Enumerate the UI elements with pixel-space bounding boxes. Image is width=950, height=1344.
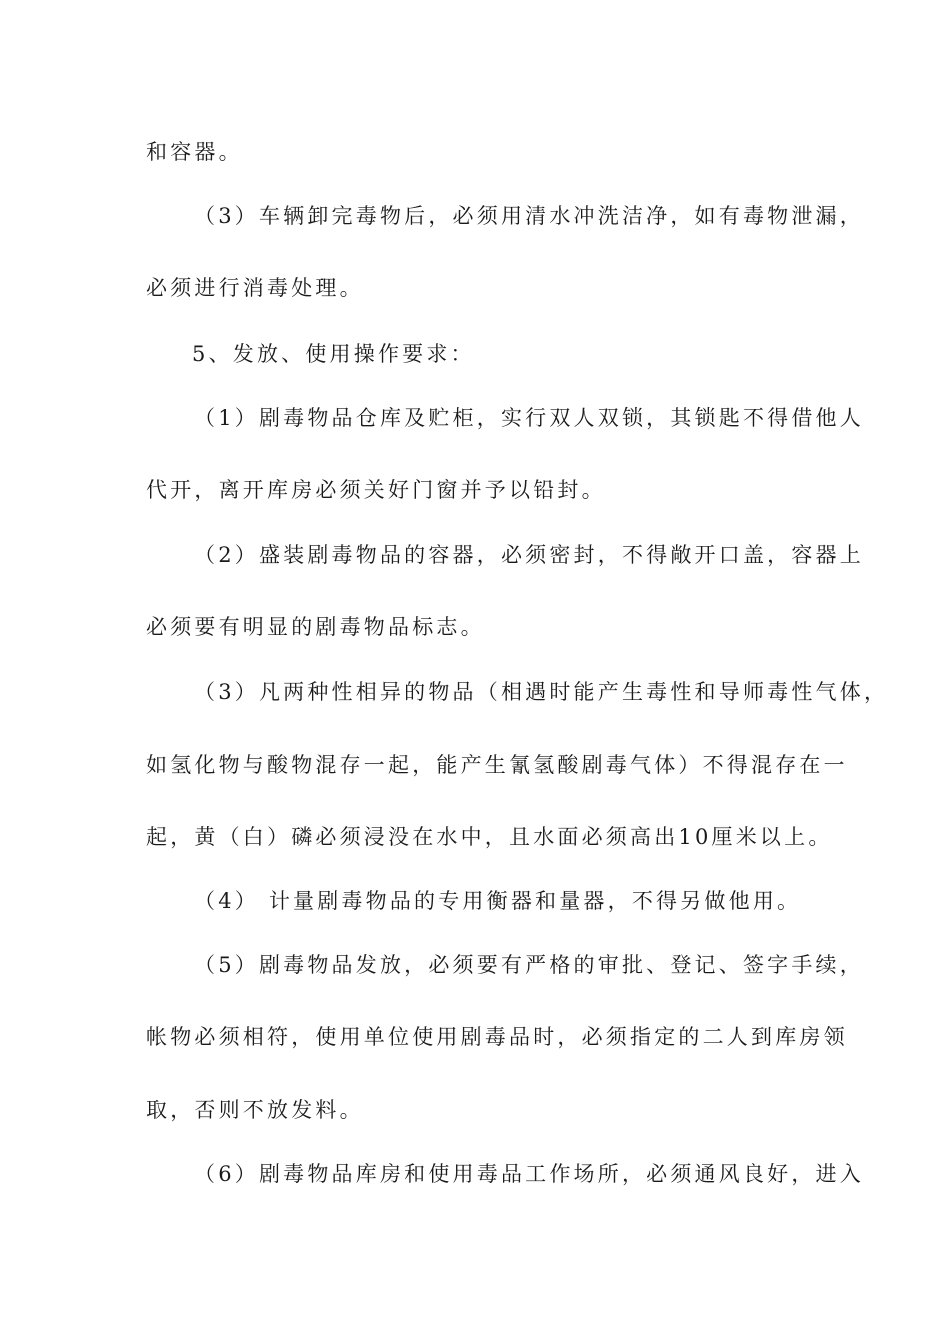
paragraph-line: 如氢化物与酸物混存一起，能产生氰氢酸剧毒气体）不得混存在一	[146, 753, 848, 777]
paragraph-line: （1）剧毒物品仓库及贮柜，实行双人双锁，其锁匙不得借他人	[194, 406, 864, 430]
paragraph-line: （3）凡两种性相异的物品（相遇时能产生毒性和导师毒性气体，	[194, 680, 889, 704]
paragraph-line: 必须进行消毒处理。	[146, 276, 364, 300]
paragraph-line: （2）盛装剧毒物品的容器，必须密封，不得敞开口盖，容器上	[194, 543, 864, 567]
paragraph-line: 必须要有明显的剧毒物品标志。	[146, 615, 485, 639]
paragraph-line: 代开，离开库房必须关好门窗并予以铅封。	[146, 478, 606, 502]
section-heading: 5、发放、使用操作要求：	[192, 342, 475, 366]
paragraph-line: 和容器。	[146, 140, 243, 164]
paragraph-line: 帐物必须相符，使用单位使用剧毒品时，必须指定的二人到库房领	[146, 1025, 848, 1049]
paragraph-line: （6）剧毒物品库房和使用毒品工作场所，必须通风良好，进入	[194, 1162, 864, 1186]
paragraph-line: （4） 计量剧毒物品的专用衡器和量器，不得另做他用。	[194, 889, 802, 913]
paragraph-line: 起，黄（白）磷必须浸没在水中，且水面必须高出10厘米以上。	[146, 825, 833, 849]
paragraph-line: 取，否则不放发料。	[146, 1098, 364, 1122]
paragraph-line: （3）车辆卸完毒物后，必须用清水冲洗洁净，如有毒物泄漏，	[194, 204, 864, 228]
paragraph-line: （5）剧毒物品发放，必须要有严格的审批、登记、签字手续，	[194, 953, 864, 977]
